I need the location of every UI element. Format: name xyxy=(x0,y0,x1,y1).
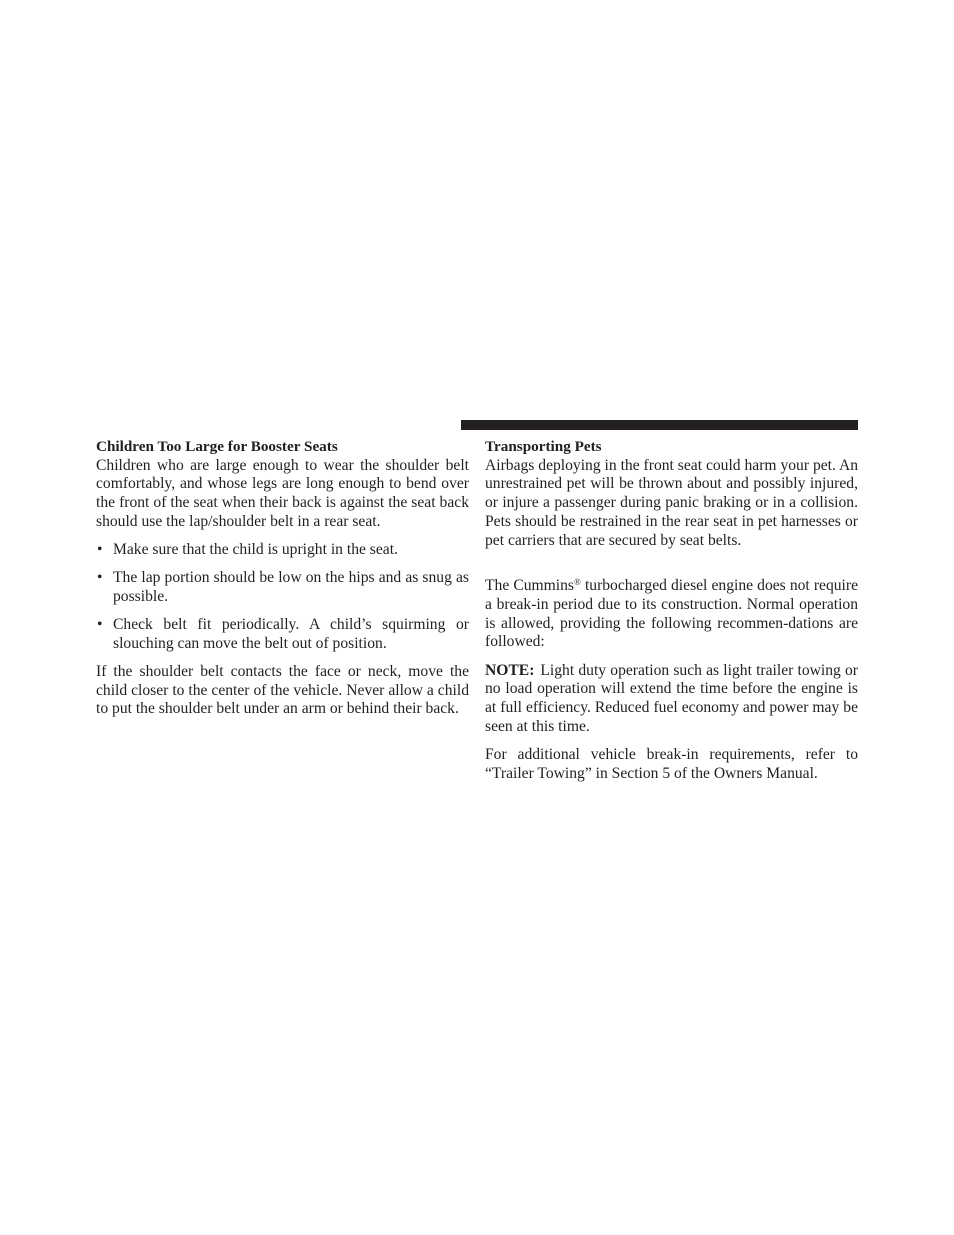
right-column xyxy=(485,438,858,783)
engine-text-start: The Cummins xyxy=(485,577,574,595)
section-divider-bar xyxy=(461,420,858,430)
engine-break-in-paragraph xyxy=(485,577,858,652)
note-label: NOTE: xyxy=(485,661,535,679)
left-column xyxy=(96,438,469,719)
list-item-text: Check belt fit periodically. A child’s squirming or slouching can move the belt out of position. xyxy=(113,616,469,652)
list-item-text: The lap portion should be low on the hips and as snug as possible. xyxy=(113,569,469,605)
list-item xyxy=(96,541,469,560)
booster-bullet-list xyxy=(96,541,469,654)
pets-paragraph: Airbags deploying in the front seat could harm your pet. An unrestrained pet will be thrown about and possibly injured, or injure a passenger during panic braking or in a collision. Pets should be restrained in the rear seat in pet harnesses or pet carriers that are secured by seat belts. xyxy=(485,456,858,549)
booster-intro-paragraph: Children who are large enough to wear the shoulder belt comfortably, and whose legs are long enough to bend over the front of the seat when their back is against the seat back should use the lap/shoulder belt in a rear seat. xyxy=(96,456,469,530)
registered-mark: ® xyxy=(574,577,581,588)
section-gap xyxy=(485,550,858,577)
bullet-icon: • xyxy=(97,569,103,587)
note-text: Light duty operation such as light trailer towing or no load operation will extend the time before the engine is at full efficiency. Reduced fuel economy and power may be seen at this time. xyxy=(485,661,858,735)
engine-text-rest: turbocharged diesel engine does not require a break-in period due to its construction. Normal operation is allowed, providing the following recommen-dations are followed: xyxy=(485,577,858,651)
list-item xyxy=(96,569,469,606)
note-paragraph xyxy=(485,662,858,737)
list-item-text: Make sure that the child is upright in the seat. xyxy=(113,541,398,559)
section-heading-booster: Children Too Large for Booster Seats xyxy=(96,438,338,455)
bullet-icon: • xyxy=(97,616,103,634)
shoulder-belt-warning-paragraph: If the shoulder belt contacts the face or neck, move the child closer to the center of the vehicle. Never allow a child to put the shoulder belt under an arm or behind their back. xyxy=(96,663,469,718)
section-heading-pets: Transporting Pets xyxy=(485,438,602,455)
bullet-icon: • xyxy=(97,541,103,559)
break-in-reference-paragraph: For additional vehicle break-in requirements, refer to “Trailer Towing” in Section 5 of the Owners Manual. xyxy=(485,745,858,782)
list-item xyxy=(96,616,469,653)
